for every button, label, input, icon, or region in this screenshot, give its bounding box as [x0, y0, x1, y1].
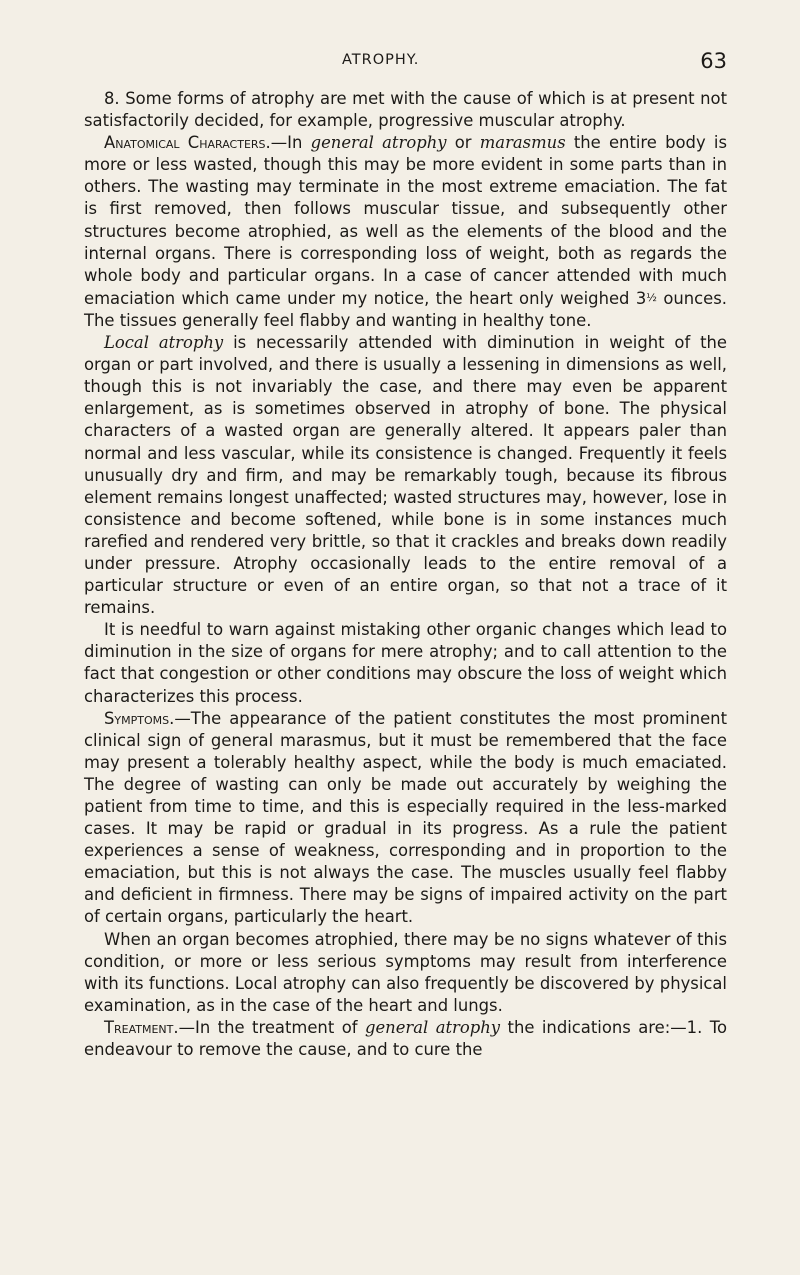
section-heading-symptoms: Symptoms.: [104, 708, 175, 728]
paragraph-local-atrophy: Local atrophy is necessarily attended with diminution in weight of the organ or part involved, and there is usually a lessening in dimensions as well, though this is not invariably the case, and there may even be apparent enlargement, as is sometimes observed in atrophy of bone. The physical characters of a wasted organ are generally altered. It appears paler than normal and less vascular, while its consistence is changed. Frequently it feels unusually dry and firm, and may be remarkably tough, because its fibrous element remains longest unaffected; wasted structures may, however, lose in consistence and become softened, while bone is in some instances much rarefied and rendered very brittle, so that it crackles and breaks down readily under pressure. Atrophy occasionally leads to the entire removal of a particular structure or even of an entire organ, so that not a trace of it remains.: [84, 333, 728, 618]
running-title: ATROPHY.: [342, 52, 420, 68]
paragraph-treatment: Treatment.—In the treatment of general atrophy the indications are:—1. To endeavour to remove the cause, and to cure the: [84, 1017, 727, 1060]
paragraph-progressive-atrophy: 8. Some forms of atrophy are met with the cause of which is at present not satisfactorily decided, for example, progressive muscular atrophy.: [84, 89, 727, 131]
paragraph-symptoms: Symptoms.—The appearance of the patient constitutes the most prominent clinical sign of general marasmus, but it must be remembered that the face may present a tolerably healthy aspect, while the body is much emaciated. The degree of wasting can only be made out accurately by weighing the patient from time to time, and this is especially required in the less-marked cases. It may be rapid or gradual in its progress. As a rule the patient experiences a sense of weakness, corresponding and in proportion to the emaciation, but this is not always the case. The muscles usually feel flabby and deficient in firmness. There may be signs of impaired activity on the part of certain organs, particularly the heart.: [84, 708, 727, 927]
paragraph-warning: It is needful to warn against mistaking other organic changes which lead to diminution in the size of organs for mere atrophy; and to call attention to the fact that congestion or other conditions may obscure the loss of weight which characterizes this process.: [84, 620, 727, 706]
page-number: 63: [700, 49, 727, 73]
section-heading-anatomical-characters: Anatomical Characters.: [104, 133, 271, 153]
page-body: [84, 88, 727, 1061]
paragraph-anatomical-characters: Anatomical Characters.—In general atrophy or marasmus the entire body is more or less wasted, though this may be more evident in some parts than in others. The wasting may terminate in the most extreme emaciation. The fat is first removed, then follows muscular tissue, and subsequently other structures become atrophied, as well as the elements of the blood and the internal organs. There is corresponding loss of weight, both as regards the whole body and particular organs. In a case of cancer attended with much emaciation which came under my notice, the heart only weighed 3½ ounces. The tissues generally feel flabby and wanting in healthy tone.: [84, 133, 727, 330]
book-page: [84, 0, 727, 1275]
section-heading-treatment: Treatment.: [104, 1017, 179, 1037]
paragraph-organ-atrophied: When an organ becomes atrophied, there may be no signs whatever of this condition, or more or less serious symptoms may result from interference with its functions. Local atrophy can also frequently be discovered by physical examination, as in the case of the heart and lungs.: [84, 929, 727, 1015]
page-header: [84, 49, 727, 79]
